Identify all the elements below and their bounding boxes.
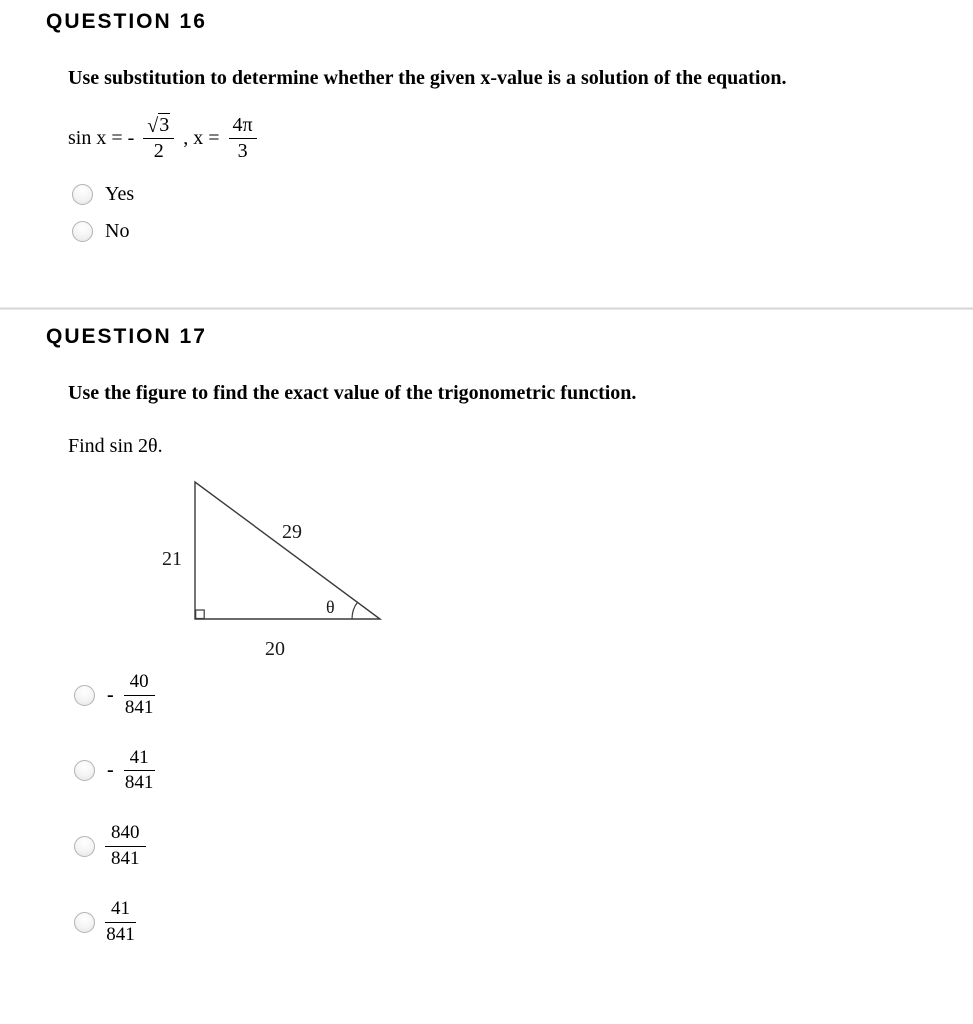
option-1-numerator: 40 bbox=[124, 671, 155, 696]
radio-button-no[interactable] bbox=[72, 221, 93, 242]
question-16-options bbox=[0, 183, 973, 243]
theta-angle-arc bbox=[352, 602, 358, 619]
option-no[interactable] bbox=[72, 220, 973, 243]
right-triangle-svg bbox=[140, 466, 450, 666]
option-840-841[interactable] bbox=[74, 822, 973, 871]
option-41-841[interactable] bbox=[74, 898, 973, 947]
option-yes-label[interactable]: Yes bbox=[105, 183, 135, 205]
radio-button-option-3[interactable] bbox=[74, 836, 95, 857]
option-4-fraction[interactable] bbox=[105, 898, 136, 947]
option-2-numerator: 41 bbox=[124, 747, 155, 772]
radio-button-option-4[interactable] bbox=[74, 912, 95, 933]
question-16-section bbox=[0, 10, 973, 243]
option-2-fraction[interactable] bbox=[124, 747, 155, 796]
question-17-section bbox=[0, 325, 973, 946]
denominator-2: 2 bbox=[153, 140, 164, 162]
option-3-fraction[interactable] bbox=[105, 822, 146, 871]
option-3-denominator: 841 bbox=[111, 847, 140, 869]
radio-button-option-1[interactable] bbox=[74, 685, 95, 706]
question-16-heading: QUESTION 16 bbox=[46, 10, 207, 33]
option-2-minus-sign[interactable]: - bbox=[107, 759, 114, 782]
theta-label: θ bbox=[326, 597, 335, 617]
option-4-denominator: 841 bbox=[106, 923, 135, 945]
question-17-task: Find sin 2θ. bbox=[68, 435, 163, 457]
horizontal-leg-label: 20 bbox=[265, 638, 285, 660]
option-1-denominator: 841 bbox=[124, 696, 154, 718]
triangle-figure bbox=[140, 466, 973, 671]
question-16-equation bbox=[68, 114, 973, 163]
right-angle-marker bbox=[196, 610, 205, 619]
question-17-options bbox=[0, 671, 973, 946]
option-1-fraction[interactable] bbox=[124, 671, 155, 720]
vertical-leg-label: 21 bbox=[162, 548, 182, 570]
option-neg-41-841[interactable] bbox=[74, 747, 973, 796]
hypotenuse-label: 29 bbox=[282, 521, 302, 543]
radicand: 3 bbox=[159, 114, 170, 136]
option-2-denominator: 841 bbox=[124, 772, 154, 794]
option-4-numerator: 41 bbox=[105, 898, 136, 923]
option-3-numerator: 840 bbox=[105, 822, 146, 847]
triangle-outline bbox=[195, 482, 380, 619]
question-divider bbox=[0, 307, 973, 310]
option-neg-40-841[interactable] bbox=[74, 671, 973, 720]
question-17-prompt: Use the figure to find the exact value of the trigonometric function. bbox=[68, 382, 637, 404]
radio-button-option-2[interactable] bbox=[74, 760, 95, 781]
sqrt3-numerator bbox=[143, 114, 174, 139]
equation-lhs: sin x = - bbox=[68, 127, 140, 149]
radical-sign: √ bbox=[147, 115, 159, 137]
option-no-label[interactable]: No bbox=[105, 220, 130, 242]
equation-middle: , x = bbox=[178, 127, 225, 149]
sqrt3-over-2-fraction bbox=[143, 114, 174, 163]
4pi-over-3-fraction bbox=[229, 114, 257, 163]
question-16-prompt: Use substitution to determine whether the given x-value is a solution of the equation. bbox=[68, 67, 787, 89]
denominator-3: 3 bbox=[237, 140, 248, 162]
option-1-minus-sign[interactable]: - bbox=[107, 683, 114, 706]
question-17-heading: QUESTION 17 bbox=[46, 325, 207, 348]
option-yes[interactable] bbox=[72, 183, 973, 206]
numerator-4pi: 4π bbox=[229, 114, 257, 139]
radio-button-yes[interactable] bbox=[72, 184, 93, 205]
